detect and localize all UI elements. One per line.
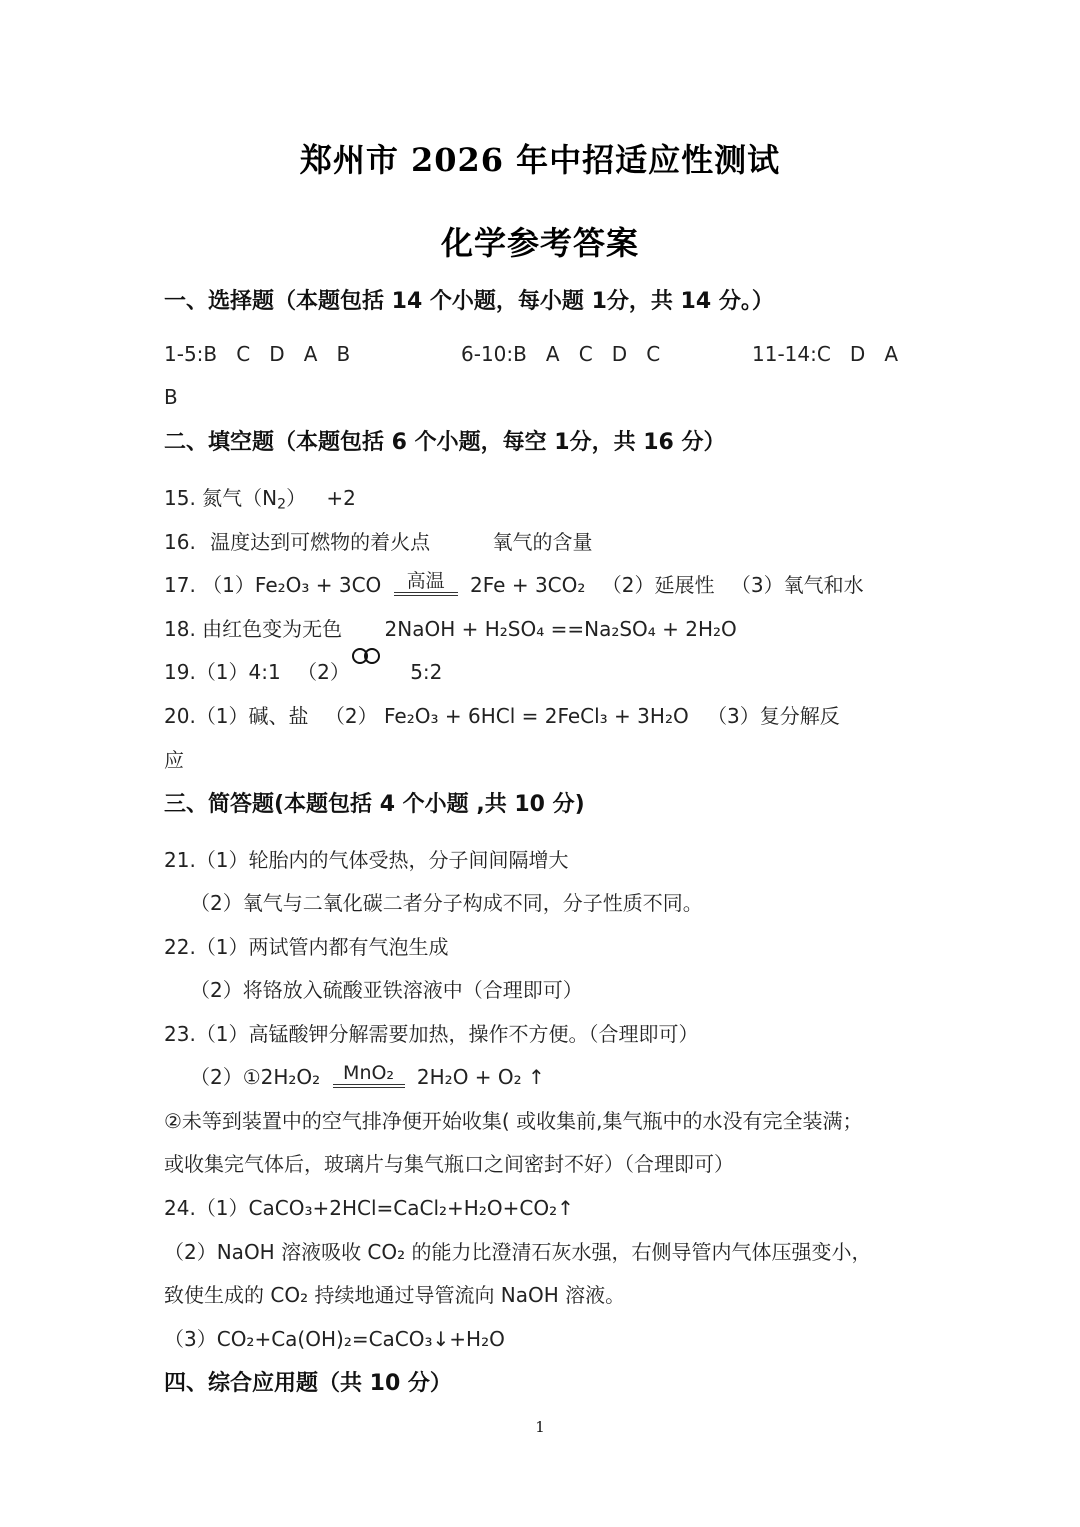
section-heading-fill: 二、填空题（本题包括 6 个小题，每空 1分，共 16 分） [164,430,726,455]
answer-text: （2）延展性 [601,573,715,597]
question-number: 18. [164,617,196,641]
choice-answers-row-2 [461,342,660,366]
group-label: 11-14: [752,342,817,366]
answer-q21-1 [164,844,569,873]
catalyst-condition: MnO₂ [343,1062,395,1084]
answer-text: 5:2 [410,660,443,684]
answer-q16 [164,526,593,555]
equation-lhs: Fe₂O₃ + 3CO [254,573,382,597]
chemical-equation: Fe₂O₃ + 6HCl = 2FeCl₃ + 3H₂O [384,704,689,728]
answer-q24-1 [164,1192,574,1221]
answer-q20-wrap: 应 [164,748,184,772]
answer-q24-2-line2: 致使生成的 CO₂ 持续地通过导管流向 NaOH 溶液。 [164,1283,626,1307]
answer-text: （3）氧气和水 [730,573,864,597]
equation-rhs: 2Fe + 3CO₂ [470,573,586,597]
oxygen-molecule-icon [350,648,384,668]
group-label: 1-5: [164,342,204,366]
question-number: 21. [164,848,196,872]
choice-answers-row-3 [752,342,898,366]
chemical-equation: 2NaOH + H₂SO₄ ==Na₂SO₄ + 2H₂O [384,617,737,641]
answer-q23-2 [190,1061,545,1090]
answer-text: （1）轮胎内的气体受热，分子间间隔增大 [195,848,569,872]
answer-q23-2b-line1: ②未等到装置中的空气排净便开始收集( 或收集前,集气瓶中的水没有完全装满； [164,1109,863,1133]
answer-q24-2-line1: （2）NaOH 溶液吸收 CO₂ 的能力比澄清石灰水强，右侧导管内气体压强变小， [164,1240,872,1264]
answer-text: ） [286,486,307,510]
answer-q15 [164,482,356,511]
equals-sign [394,592,458,596]
question-number: 22. [164,935,196,959]
part-label: （2） [297,660,350,684]
page-number: 1 [535,1418,545,1436]
answer-group: B C D A B [203,342,351,366]
equation-lhs: （2）①2H₂O₂ [190,1065,321,1089]
equals-sign [333,1084,405,1088]
answer-q23-2b-line2: 或收集完气体后，玻璃片与集气瓶口之间密封不好）（合理即可） [164,1152,734,1176]
section-heading-choice: 一、选择题（本题包括 14 个小题，每小题 1分，共 14 分。） [164,289,774,314]
answer-q21-2: （2）氧气与二氧化碳二者分子构成不同，分子性质不同。 [190,891,703,915]
chemical-equation: （1）CaCO₃+2HCl=CaCl₂+H₂O+CO₂↑ [195,1196,574,1220]
answer-q22-1 [164,931,449,960]
answer-text: 氮气（N [202,486,278,510]
question-number: 15. [164,486,196,510]
answer-group: C D A [816,342,899,366]
answer-text: （1）高锰酸钾分解需要加热，操作不方便。（合理即可） [195,1022,699,1046]
choice-answers-row [164,342,350,366]
answer-q22-2: （2）将铬放入硫酸亚铁溶液中（合理即可） [190,978,583,1002]
group-label: 6-10: [461,342,514,366]
answer-text: 由红色变为无色 [202,617,343,641]
document-title: 郑州市 2026 年中招适应性测试 [299,141,781,179]
answer-text: 氧气的含量 [492,530,593,554]
question-number: 23. [164,1022,196,1046]
answer-q19 [164,656,442,685]
answer-text: （1）碱、盐 [195,704,309,728]
part-label: （2） [324,704,378,728]
subscript: 2 [277,496,287,513]
choice-answer-overflow: B [164,385,178,409]
answer-q23-1 [164,1018,699,1047]
answer-text: （1）4:1 [195,660,281,684]
part-label: （1） [202,573,255,597]
section-heading-short-answer: 三、简答题(本题包括 4 个小题 ,共 10 分) [164,792,585,817]
answer-q20 [164,700,840,729]
answer-q24-3: （3）CO₂+Ca(OH)₂=CaCO₃↓+H₂O [164,1327,505,1351]
answer-text: +2 [326,486,356,510]
section-heading-comprehensive: 四、综合应用题（共 10 分） [164,1371,452,1396]
answer-q17 [164,569,864,598]
answer-text: （1）两试管内都有气泡生成 [195,935,449,959]
question-number: 19. [164,660,196,684]
question-number: 20. [164,704,196,728]
answer-text: （3）复分解反 [707,704,840,728]
equation-rhs: 2H₂O + O₂ ↑ [416,1065,545,1089]
question-number: 24. [164,1196,196,1220]
answer-group: B A C D C [513,342,661,366]
document-subtitle: 化学参考答案 [440,224,639,262]
question-number: 17. [164,573,196,597]
answer-text: 温度达到可燃物的着火点 [210,530,431,554]
answer-q18 [164,613,737,642]
question-number: 16. [164,530,196,554]
reaction-condition: 高温 [406,570,445,592]
